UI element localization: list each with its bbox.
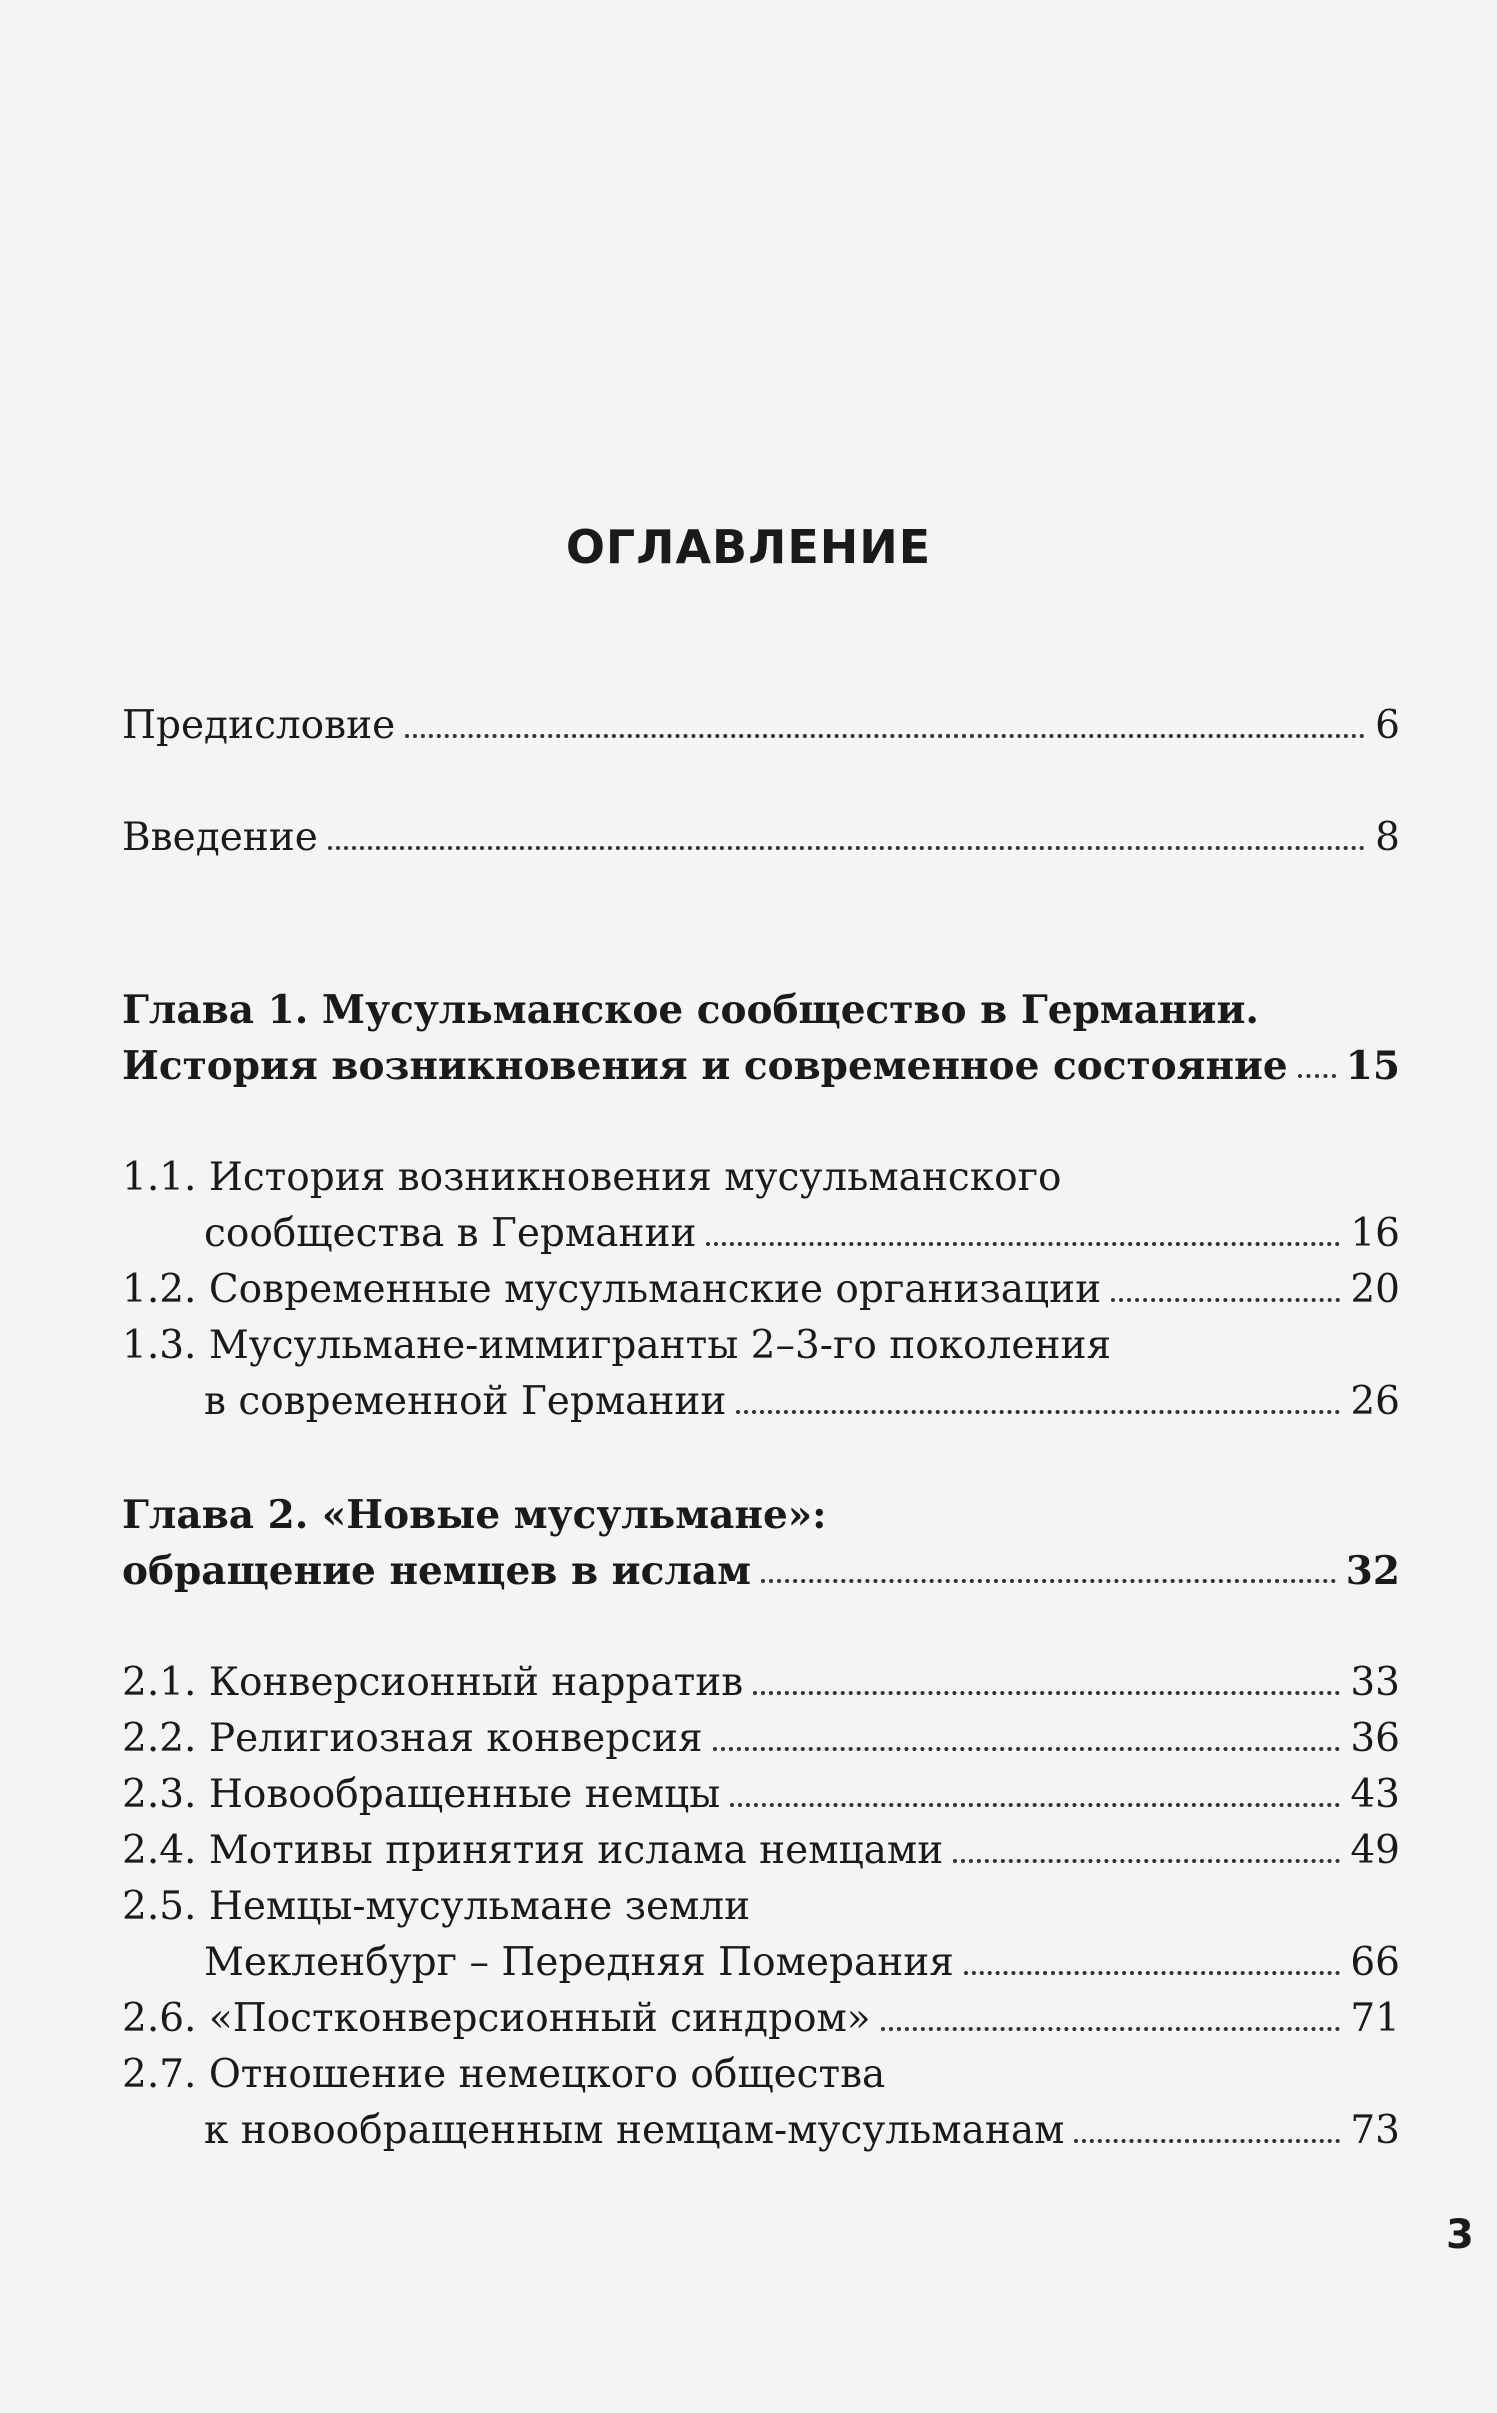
entry-page: 32 — [1345, 1548, 1400, 1594]
section-number: 1.1. — [122, 1155, 197, 1200]
toc-heading: ОГЛАВЛЕНИЕ — [565, 520, 932, 574]
section-number: 2.7. — [122, 2052, 197, 2097]
entry-label: сообщества в Германии — [204, 1211, 697, 1256]
toc-entry-section-1-3[interactable] — [122, 1374, 1400, 1430]
dot-leader — [964, 1971, 1341, 1975]
toc-entry-section-2-7[interactable] — [122, 2103, 1400, 2159]
entry-label — [122, 1767, 720, 1823]
section-title: Мотивы принятия ислама немцами — [208, 1828, 944, 1873]
section-1-1-line1 — [122, 1150, 1062, 1206]
section-number: 2.5. — [122, 1884, 197, 1929]
entry-page: 71 — [1350, 1996, 1400, 2041]
entry-label: История возникновения и современное состояние — [122, 1043, 1288, 1089]
section-number: 2.1. — [122, 1660, 197, 1705]
section-2-7-line1 — [122, 2047, 885, 2103]
toc-entry-intro[interactable] — [122, 810, 1400, 866]
entry-label — [122, 1262, 1101, 1318]
section-number: 2.4. — [122, 1828, 197, 1873]
entry-label — [122, 1711, 703, 1767]
entry-label: к новообращенным немцам-мусульманам — [204, 2108, 1065, 2153]
dot-leader — [405, 734, 1365, 738]
section-title: Немцы-мусульмане земли — [208, 1884, 751, 1929]
entry-label: Предисловие — [122, 703, 396, 748]
entry-label — [122, 1991, 871, 2047]
section-title: История возникновения мусульманского — [208, 1155, 1062, 1200]
toc-entry-section-1-2[interactable] — [122, 1262, 1400, 1318]
section-number: 1.3. — [122, 1323, 197, 1368]
toc-entry-chapter-1[interactable] — [122, 1038, 1400, 1094]
entry-page: 16 — [1350, 1211, 1400, 1256]
section-title: Конверсионный нарратив — [208, 1660, 744, 1705]
dot-leader — [1298, 1074, 1336, 1078]
dot-leader — [1074, 2139, 1340, 2143]
entry-label: обращение немцев в ислам — [122, 1548, 751, 1594]
entry-page: 6 — [1375, 703, 1400, 748]
entry-page: 36 — [1350, 1716, 1400, 1761]
chapter-1-title-line1: Глава 1. Мусульманское сообщество в Германии. — [122, 987, 1259, 1033]
entry-label: в современной Германии — [204, 1379, 727, 1424]
entry-page: 26 — [1350, 1379, 1400, 1424]
entry-label: Введение — [122, 815, 318, 860]
toc-entry-chapter-2[interactable] — [122, 1543, 1400, 1599]
dot-leader — [881, 2027, 1341, 2031]
section-title: Отношение немецкого общества — [208, 2052, 886, 2097]
toc-entry-section-2-6[interactable] — [122, 1991, 1400, 2047]
section-number: 2.6. — [122, 1996, 197, 2041]
section-title: Мусульмане-иммигранты 2–3-го поколения — [208, 1323, 1112, 1368]
toc-entry-section-2-1[interactable] — [122, 1655, 1400, 1711]
toc-entry-section-2-2[interactable] — [122, 1711, 1400, 1767]
entry-page: 49 — [1350, 1828, 1400, 1873]
toc-entry-preface[interactable] — [122, 698, 1400, 754]
section-title: «Постконверсионный синдром» — [208, 1996, 871, 2041]
toc-entry-section-2-4[interactable] — [122, 1823, 1400, 1879]
section-title: Современные мусульманские организации — [208, 1267, 1102, 1312]
section-title: Религиозная конверсия — [208, 1716, 703, 1761]
entry-label — [122, 1655, 743, 1711]
section-2-5-line1 — [122, 1879, 750, 1935]
toc-entry-section-2-5[interactable] — [122, 1935, 1400, 1991]
dot-leader — [1111, 1298, 1340, 1302]
dot-leader — [706, 1242, 1340, 1246]
dot-leader — [761, 1579, 1336, 1583]
entry-page: 33 — [1350, 1660, 1400, 1705]
entry-page: 66 — [1350, 1940, 1400, 1985]
dot-leader — [953, 1859, 1340, 1863]
toc-entry-section-1-1[interactable] — [122, 1206, 1400, 1262]
entry-label: Мекленбург – Передняя Померания — [204, 1940, 954, 1985]
section-number: 2.2. — [122, 1716, 197, 1761]
dot-leader — [736, 1410, 1340, 1414]
section-title: Новообращенные немцы — [208, 1772, 721, 1817]
entry-page: 43 — [1350, 1772, 1400, 1817]
dot-leader — [328, 846, 1365, 850]
page-number: 3 — [1446, 2212, 1474, 2258]
toc-entry-section-2-3[interactable] — [122, 1767, 1400, 1823]
dot-leader — [730, 1803, 1340, 1807]
chapter-2-title-line1: Глава 2. «Новые мусульмане»: — [122, 1492, 827, 1538]
dot-leader — [713, 1747, 1341, 1751]
section-number: 2.3. — [122, 1772, 197, 1817]
entry-page: 15 — [1345, 1043, 1400, 1089]
section-number: 1.2. — [122, 1267, 197, 1312]
entry-page: 8 — [1375, 815, 1400, 860]
dot-leader — [753, 1691, 1340, 1695]
entry-page: 73 — [1350, 2108, 1400, 2153]
entry-label — [122, 1823, 943, 1879]
entry-page: 20 — [1350, 1267, 1400, 1312]
section-1-3-line1 — [122, 1318, 1111, 1374]
